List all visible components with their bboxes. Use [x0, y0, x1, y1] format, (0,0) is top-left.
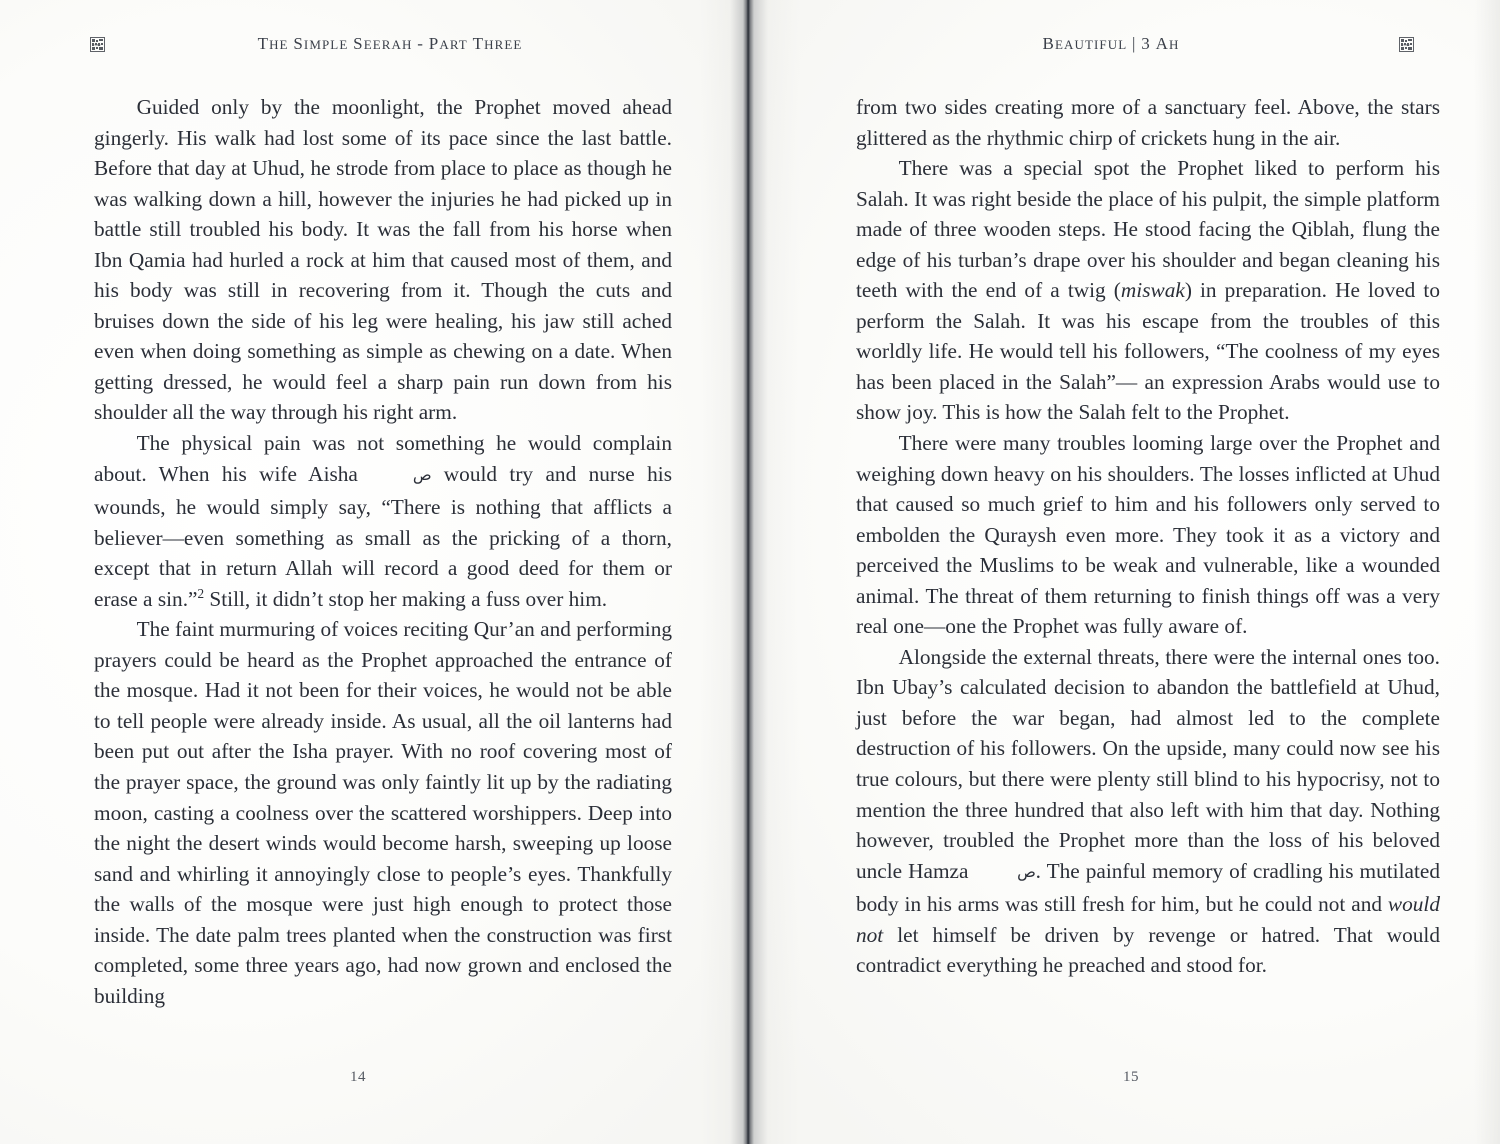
- left-page-text-column: [94, 92, 672, 1011]
- paragraph: [94, 428, 672, 614]
- ornament-square-icon: [1399, 37, 1414, 52]
- paragraph-text-b: . The painful memory of cradling his mutilated body in his arms was still fresh for him, but he could not and: [856, 858, 1440, 917]
- right-page-text-column: [856, 92, 1440, 981]
- honorific-glyph-icon: ص: [1017, 863, 1036, 881]
- left-running-head-title: THE SIMPLE SEERAH - PART THREE: [257, 34, 523, 53]
- paragraph: [856, 642, 1440, 981]
- paragraph: The faint murmuring of voices reciting Qur’an and performing prayers could be heard as the Prophet approached the entrance of the mosque. Had it not been for their voices, he would not be able to tell people were already inside. As usual, all the oil lanterns had been put out after the Isha prayer. With no roof covering most of the prayer space, the ground was only faintly lit up by the radiating moon, casting a coolness over the scattered worshippers. Deep into the night the desert winds would become harsh, sweeping up loose sand and whirling it annoyingly close to people’s eyes. Thankfully the walls of the mosque were just high enough to protect those inside. The date palm trees planted when the construction was first completed, some three years ago, had now grown and enclosed the building: [94, 617, 673, 1008]
- left-page-number: 14: [350, 1069, 366, 1085]
- paragraph-text-a: Alongside the external threats, there were the internal ones too. Ibn Ubay’s calculated decision to abandon the battlefield at Uhud, just before the war began, had almost led to the complete destruction of his followers. On the upside, many could now see his true colours, but there were plenty still blind to his hypocrisy, not to mention the three hundred that also left with him that day. Nothing however, troubled the Prophet more than the loss of his beloved uncle Hamza: [856, 644, 1440, 883]
- right-page-running-head: [748, 33, 1500, 55]
- italic-term-miswak: miswak: [1120, 278, 1185, 303]
- footnote-marker[interactable]: 2: [197, 585, 205, 601]
- paragraph: [856, 153, 1440, 428]
- paragraph: There were many troubles looming large over the Prophet and weighing down heavy on his shoulders. The losses inflicted at Uhud that caused so much grief to him and his followers only served to embolden the Quraysh even more. They took it as a victory and perceived the Muslims to be weak and vulnerable, like a wounded animal. The threat of them returning to finish things off was a very real one—one the Prophet was fully aware of.: [856, 431, 1440, 639]
- right-running-head-title: BEAUTIFUL | 3 AH: [1042, 34, 1180, 53]
- left-page-running-head: [0, 33, 748, 55]
- right-page-number: 15: [1123, 1069, 1139, 1085]
- ornament-square-icon: [90, 37, 105, 52]
- paragraph-text-a: There was a special spot the Prophet liked to perform his Salah. It was right beside the place of his pulpit, the simple platform made of three wooden steps. He stood facing the Qiblah, flung the edge of his turban’s drape over his shoulder and began cleaning his teeth with the end of a twig (: [856, 156, 1440, 303]
- paragraph: from two sides creating more of a sanctuary feel. Above, the stars glittered as the rhythmic chirp of crickets hung in the air.: [856, 95, 1440, 150]
- paragraph-text-after-honorific: would try and nurse his wounds, he would simply say, “There is nothing that afflicts a believer—even something as small as the pricking of a thorn, except that in return Allah will record a good deed for them or erase a sin.”: [94, 461, 672, 611]
- honorific-glyph-icon: ص: [412, 466, 432, 484]
- paragraph-text-before-honorific: The physical pain was not something he would complain about. When his wife Aisha: [94, 431, 672, 486]
- paragraph: Guided only by the moonlight, the Prophet moved ahead gingerly. His walk had lost some of its pace since the last battle. Before that day at Uhud, he strode from place to place as though he was walking down a hill, however the injuries he had picked up in battle still troubled his body. It was the fall from his horse when Ibn Qamia had hurled a rock at him that caused most of them, and his body was still in recovering from it. Though the cuts and bruises down the side of his leg were healing, his jaw still ached even when doing something as simple as chewing on a date. When getting dressed, he would feel a sharp pain run down from his shoulder all the way through his right arm.: [94, 95, 672, 425]
- paragraph-text-tail: Still, it didn’t stop her making a fuss over him.: [204, 586, 608, 611]
- paragraph-text-c: let himself be driven by revenge or hatred. That would contradict everything he preached and stood for.: [856, 922, 1440, 978]
- italic-emphasis-would-not: would not: [856, 892, 1440, 947]
- paragraph-text-b: ) in preparation. He loved to perform the Salah. It was his escape from the troubles of this worldly life. He would tell his followers, “The coolness of my eyes has been placed in the Salah”— an expression Arabs would use to show joy. This is how the Salah felt to the Prophet.: [856, 278, 1440, 425]
- left-page: [0, 0, 748, 1144]
- right-page: [748, 0, 1500, 1144]
